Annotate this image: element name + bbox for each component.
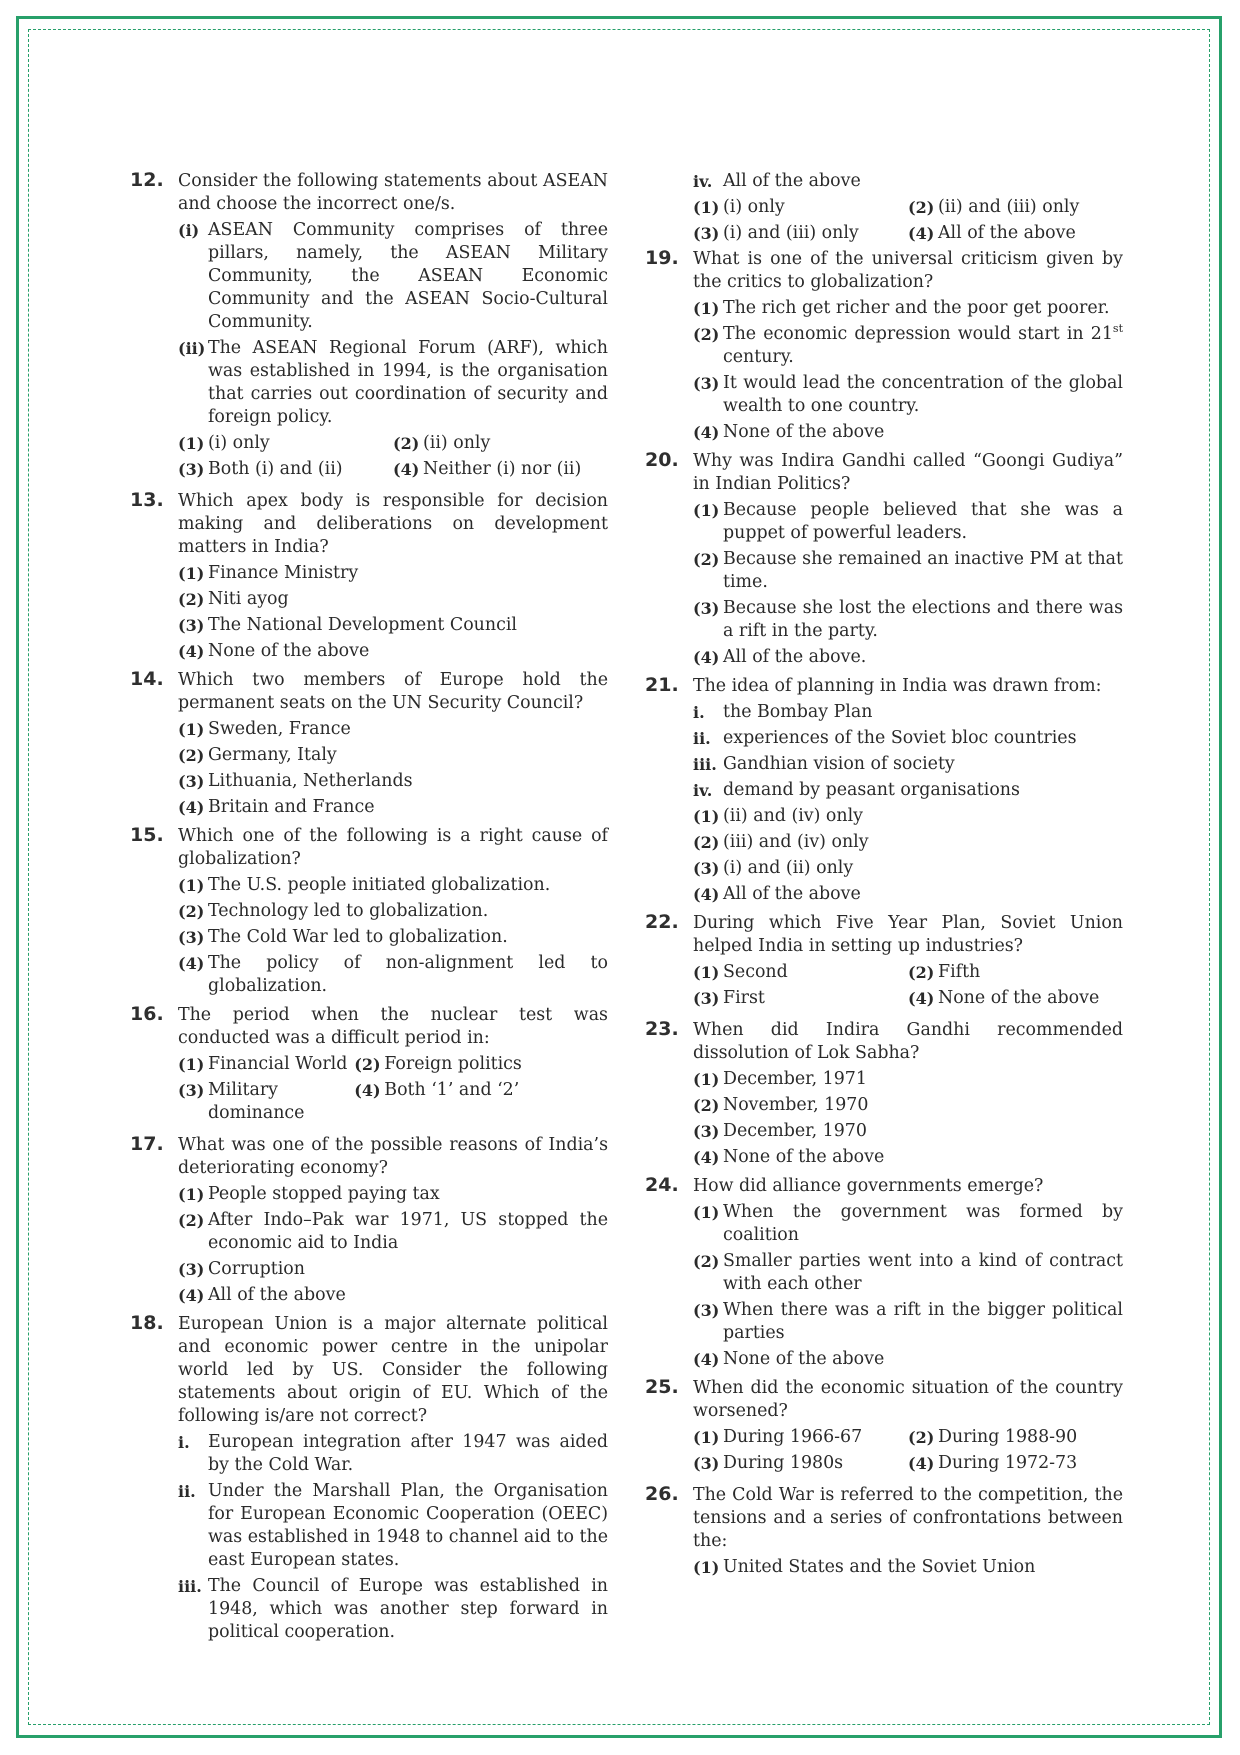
option[interactable] <box>178 770 608 793</box>
statement-label: ii. <box>178 1482 196 1501</box>
option-label: (4) <box>178 798 205 817</box>
question-number: 26. <box>645 1483 679 1505</box>
question-text: During which Five Year Plan, Soviet Union helped India in setting up industries? <box>693 913 1123 956</box>
option[interactable] <box>693 1094 1123 1117</box>
option-label: (3) <box>693 374 720 393</box>
option-text: Because she lost the elections and there was a rift in the party. <box>723 598 1123 641</box>
question-12 <box>130 170 608 484</box>
option-text: When there was a rift in the bigger political parties <box>723 1300 1123 1343</box>
question-text: What was one of the possible reasons of India’s deteriorating economy? <box>178 1135 608 1178</box>
option[interactable] <box>693 987 908 1010</box>
question-text: Which apex body is responsible for decision making and deliberations on development matters in India? <box>178 491 608 557</box>
option-label: (2) <box>178 590 205 609</box>
left-column <box>130 170 608 1650</box>
option-label: (1) <box>693 198 720 217</box>
question-number: 22. <box>645 911 679 933</box>
statement <box>178 1480 608 1572</box>
option[interactable] <box>693 1299 1123 1345</box>
option[interactable] <box>178 562 608 585</box>
question-15 <box>130 825 608 998</box>
option-text: During 1988-90 <box>938 1427 1078 1447</box>
statement <box>178 1431 608 1477</box>
option[interactable] <box>693 1452 908 1475</box>
statement <box>693 701 1123 724</box>
option[interactable] <box>178 796 608 819</box>
option[interactable] <box>908 1426 1123 1449</box>
option-text: It would lead the concentration of the global wealth to one country. <box>723 373 1123 416</box>
option[interactable] <box>178 744 608 767</box>
question-22 <box>645 912 1123 1013</box>
option[interactable] <box>178 432 393 455</box>
question-14 <box>130 669 608 819</box>
option-text: The policy of non-alignment led to globalization. <box>208 953 608 996</box>
option-label: (1) <box>693 1070 720 1089</box>
option-label: (1) <box>178 434 205 453</box>
option[interactable] <box>693 1348 1123 1371</box>
question-number: 20. <box>645 449 679 471</box>
option[interactable] <box>354 1053 608 1076</box>
option-label: (1) <box>178 564 205 583</box>
statement-label: iii. <box>693 755 717 774</box>
option-text: The Cold War led to globalization. <box>208 927 508 947</box>
option-text: Fifth <box>938 962 981 982</box>
option[interactable] <box>178 1284 608 1307</box>
option[interactable] <box>693 1556 1123 1579</box>
option-text: None of the above <box>723 1349 885 1369</box>
option-label: (2) <box>354 1055 381 1074</box>
statement <box>693 753 1123 776</box>
option-label: (1) <box>178 876 205 895</box>
statement-text: demand by peasant organisations <box>723 780 1020 800</box>
question-number: 16. <box>130 1003 164 1025</box>
option-text: Because people believed that she was a puppet of powerful leaders. <box>723 500 1123 543</box>
option-label: (4) <box>393 460 420 479</box>
option[interactable] <box>178 952 608 998</box>
option-text: (i) and (ii) only <box>723 858 854 878</box>
option-text: Neither (i) nor (ii) <box>423 459 582 479</box>
option-label: (3) <box>178 928 205 947</box>
question-text: Why was Indira Gandhi called “Goongi Gudiya” in Indian Politics? <box>693 451 1123 494</box>
option-label: (4) <box>693 885 720 904</box>
option-label: (2) <box>908 963 935 982</box>
question-number: 12. <box>130 169 164 191</box>
option-label: (2) <box>693 1252 720 1271</box>
option[interactable] <box>178 1053 354 1076</box>
option-label: (4) <box>178 1286 205 1305</box>
option-label: (3) <box>693 859 720 878</box>
option[interactable] <box>178 1209 608 1255</box>
option[interactable] <box>693 961 908 984</box>
option-label: (4) <box>693 423 720 442</box>
option[interactable] <box>178 588 608 611</box>
option-text: Corruption <box>208 1259 305 1279</box>
option-label: (3) <box>693 224 720 243</box>
option[interactable] <box>693 857 1123 880</box>
option[interactable] <box>693 499 1123 545</box>
option-label: (2) <box>178 746 205 765</box>
option-label: (4) <box>693 648 720 667</box>
option[interactable] <box>693 196 908 219</box>
option-text: Niti ayog <box>208 589 289 609</box>
question-number: 14. <box>130 668 164 690</box>
question-number: 21. <box>645 674 679 696</box>
question-number: 18. <box>130 1312 164 1334</box>
question-number: 17. <box>130 1133 164 1155</box>
option-label: (4) <box>908 224 935 243</box>
option[interactable] <box>178 614 608 637</box>
option-label: (1) <box>693 501 720 520</box>
option-label: (4) <box>178 642 205 661</box>
statement-label: (ii) <box>178 339 206 358</box>
option-label: (4) <box>354 1081 381 1100</box>
option-text: The U.S. people initiated globalization. <box>208 875 551 895</box>
option-label: (1) <box>693 1558 720 1577</box>
question-20 <box>645 450 1123 669</box>
option[interactable] <box>693 831 1123 854</box>
option[interactable] <box>393 458 608 481</box>
statement-text: experiences of the Soviet bloc countries <box>723 728 1077 748</box>
statement-label: (i) <box>178 221 200 240</box>
option-text: (i) and (iii) only <box>723 223 859 243</box>
option-label: (3) <box>178 1081 205 1100</box>
statement <box>178 337 608 429</box>
option-text: None of the above <box>723 422 885 442</box>
option-text: People stopped paying tax <box>208 1184 440 1204</box>
option-label: (4) <box>908 1454 935 1473</box>
option-text: Finance Ministry <box>208 563 359 583</box>
option-text: Military dominance <box>208 1080 305 1123</box>
option-text: During 1972-73 <box>938 1453 1078 1473</box>
question-text: The idea of planning in India was drawn from: <box>693 676 1102 696</box>
option[interactable] <box>908 961 1123 984</box>
option[interactable] <box>693 421 1123 444</box>
statement <box>178 1575 608 1644</box>
question-text: When did Indira Gandhi recommended dissolution of Lok Sabha? <box>693 1020 1123 1063</box>
option-label: (3) <box>693 599 720 618</box>
option-text: Germany, Italy <box>208 745 337 765</box>
option-text: When the government was formed by coalition <box>723 1202 1123 1245</box>
right-column <box>645 170 1123 1585</box>
option[interactable] <box>693 222 908 245</box>
question-25 <box>645 1377 1123 1478</box>
statement-label: iii. <box>178 1577 202 1596</box>
question-text: When did the economic situation of the country worsened? <box>693 1378 1123 1421</box>
option-label: (2) <box>693 550 720 569</box>
option-text: Technology led to globalization. <box>208 901 489 921</box>
statement-label: i. <box>178 1433 190 1452</box>
question-26 <box>645 1484 1123 1579</box>
question-text: What is one of the universal criticism given by the critics to globalization? <box>693 249 1123 292</box>
option-text: November, 1970 <box>723 1095 869 1115</box>
option-label: (2) <box>693 1096 720 1115</box>
statement-text: European integration after 1947 was aided by the Cold War. <box>208 1432 608 1475</box>
option-text: None of the above <box>938 988 1100 1008</box>
question-17 <box>130 1134 608 1307</box>
question-number: 13. <box>130 489 164 511</box>
option[interactable] <box>908 196 1123 219</box>
question-13 <box>130 490 608 663</box>
option-label: (1) <box>693 963 720 982</box>
option-text: First <box>723 988 765 1008</box>
option-text: All of the above <box>938 223 1076 243</box>
option[interactable] <box>178 640 608 663</box>
option-label: (2) <box>908 198 935 217</box>
option-text: After Indo–Pak war 1971, US stopped the economic aid to India <box>208 1210 608 1253</box>
option-text: Smaller parties went into a kind of contract with each other <box>723 1251 1123 1294</box>
option-label: (4) <box>908 989 935 1008</box>
option-text: (ii) and (iii) only <box>938 197 1080 217</box>
option-label: (2) <box>178 902 205 921</box>
question-text: European Union is a major alternate political and economic power centre in the unipolar world led by US. Consider the following statements about origin of EU. Which of the following is/are not correct? <box>178 1314 608 1426</box>
statement-text: The ASEAN Regional Forum (ARF), which was established in 1994, is the organisation that carries out coordination of security and foreign policy. <box>208 338 608 427</box>
statement-label: iv. <box>693 781 713 800</box>
question-text: How did alliance governments emerge? <box>693 1176 1044 1196</box>
option[interactable] <box>693 372 1123 418</box>
question-number: 23. <box>645 1018 679 1040</box>
option[interactable] <box>178 1079 354 1125</box>
option-label: (4) <box>178 954 205 973</box>
option-label: (4) <box>693 1148 720 1167</box>
option[interactable] <box>178 1258 608 1281</box>
option-text: December, 1971 <box>723 1069 867 1089</box>
option-text: December, 1970 <box>723 1121 867 1141</box>
statement <box>693 779 1123 802</box>
question-text: Consider the following statements about ASEAN and choose the incorrect one/s. <box>178 171 608 214</box>
option-label: (3) <box>178 460 205 479</box>
option-label: (2) <box>393 434 420 453</box>
question-text: The Cold War is referred to the competition, the tensions and a series of confrontations between the: <box>693 1485 1123 1551</box>
option[interactable] <box>178 926 608 949</box>
option[interactable] <box>178 874 608 897</box>
option-text: Lithuania, Netherlands <box>208 771 413 791</box>
option-text: Both (i) and (ii) <box>208 459 343 479</box>
option-text: None of the above <box>723 1147 885 1167</box>
option-text: Both ‘1’ and ‘2’ <box>384 1080 520 1100</box>
option-label: (1) <box>693 807 720 826</box>
question-18-continued <box>645 170 1123 248</box>
option-label: (3) <box>693 1454 720 1473</box>
option-text: United States and the Soviet Union <box>723 1557 1036 1577</box>
option-label: (2) <box>178 1211 205 1230</box>
option[interactable] <box>693 1426 908 1449</box>
statement-text: Under the Marshall Plan, the Organisation for European Economic Cooperation (OEEC) was established in 1948 to channel aid to the east European states. <box>208 1481 608 1570</box>
option[interactable] <box>693 297 1123 320</box>
option-label: (3) <box>178 772 205 791</box>
option[interactable] <box>693 883 1123 906</box>
option-text: The rich get richer and the poor get poorer. <box>723 298 1110 318</box>
option-label: (3) <box>693 989 720 1008</box>
option-label: (1) <box>693 1203 720 1222</box>
question-text: Which two members of Europe hold the permanent seats on the UN Security Council? <box>178 670 608 713</box>
option[interactable] <box>693 1146 1123 1169</box>
question-24 <box>645 1175 1123 1371</box>
option-label: (3) <box>693 1122 720 1141</box>
option-text: (i) only <box>723 197 785 217</box>
question-number: 19. <box>645 247 679 269</box>
option[interactable] <box>908 987 1123 1010</box>
statement-text: ASEAN Community comprises of three pillars, namely, the ASEAN Military Community, the ASEAN Economic Community and the ASEAN Socio-Cultural Community. <box>208 220 608 332</box>
statement-text: the Bombay Plan <box>723 702 873 722</box>
option-label: (3) <box>693 1301 720 1320</box>
option[interactable] <box>393 432 608 455</box>
option-label: (1) <box>178 1185 205 1204</box>
statement-label: iv. <box>693 172 713 191</box>
question-number: 15. <box>130 824 164 846</box>
option-text: The National Development Council <box>208 615 517 635</box>
question-19 <box>645 248 1123 444</box>
option-label: (1) <box>693 299 720 318</box>
option-text: All of the above <box>723 884 861 904</box>
option-text: The economic depression would start in 21st century. <box>723 322 1123 367</box>
option-label: (1) <box>178 720 205 739</box>
option[interactable] <box>178 1183 608 1206</box>
option-label: (2) <box>908 1428 935 1447</box>
option-text: (iii) and (iv) only <box>723 832 869 852</box>
option[interactable] <box>908 222 1123 245</box>
option-text: During 1966-67 <box>723 1427 863 1447</box>
option-label: (1) <box>693 1428 720 1447</box>
option-label: (3) <box>178 616 205 635</box>
option-text: (ii) and (iv) only <box>723 806 863 826</box>
option-text: None of the above <box>208 641 370 661</box>
option[interactable] <box>693 548 1123 594</box>
option-text: Britain and France <box>208 797 375 817</box>
statement-text: All of the above <box>723 171 861 191</box>
option-label: (2) <box>693 325 720 344</box>
option[interactable] <box>693 1068 1123 1091</box>
question-18 <box>130 1313 608 1644</box>
statement-text: The Council of Europe was established in 1948, which was another step forward in political cooperation. <box>208 1576 608 1642</box>
option-text: Second <box>723 962 788 982</box>
question-number: 25. <box>645 1376 679 1398</box>
option-label: (2) <box>693 833 720 852</box>
statement <box>178 219 608 334</box>
option[interactable] <box>693 646 1123 669</box>
option[interactable] <box>178 458 393 481</box>
question-text: Which one of the following is a right cause of globalization? <box>178 826 608 869</box>
option-text: Because she remained an inactive PM at that time. <box>723 549 1123 592</box>
option-label: (4) <box>693 1350 720 1369</box>
option-text: All of the above. <box>723 647 867 667</box>
option-text: During 1980s <box>723 1453 844 1473</box>
option[interactable] <box>354 1079 608 1125</box>
option[interactable] <box>908 1452 1123 1475</box>
option[interactable] <box>693 323 1123 369</box>
option-text: (ii) only <box>423 433 491 453</box>
statement-text: Gandhian vision of society <box>723 754 955 774</box>
question-16 <box>130 1004 608 1128</box>
option-text: Foreign politics <box>384 1054 522 1074</box>
statement-label: ii. <box>693 729 711 748</box>
statement <box>693 170 1123 193</box>
option-text: Financial World <box>208 1054 348 1074</box>
option[interactable] <box>178 718 608 741</box>
question-21 <box>645 675 1123 906</box>
option[interactable] <box>178 900 608 923</box>
question-text: The period when the nuclear test was conducted was a difficult period in: <box>178 1005 608 1048</box>
option[interactable] <box>693 597 1123 643</box>
option-label: (3) <box>178 1260 205 1279</box>
question-number: 24. <box>645 1174 679 1196</box>
question-23 <box>645 1019 1123 1169</box>
option-text: All of the above <box>208 1285 346 1305</box>
option-text: (i) only <box>208 433 270 453</box>
option[interactable] <box>693 805 1123 828</box>
option-label: (1) <box>178 1055 205 1074</box>
option[interactable] <box>693 1120 1123 1143</box>
option[interactable] <box>693 1201 1123 1247</box>
statement <box>693 727 1123 750</box>
option-text: Sweden, France <box>208 719 351 739</box>
statement-label: i. <box>693 703 705 722</box>
option[interactable] <box>693 1250 1123 1296</box>
